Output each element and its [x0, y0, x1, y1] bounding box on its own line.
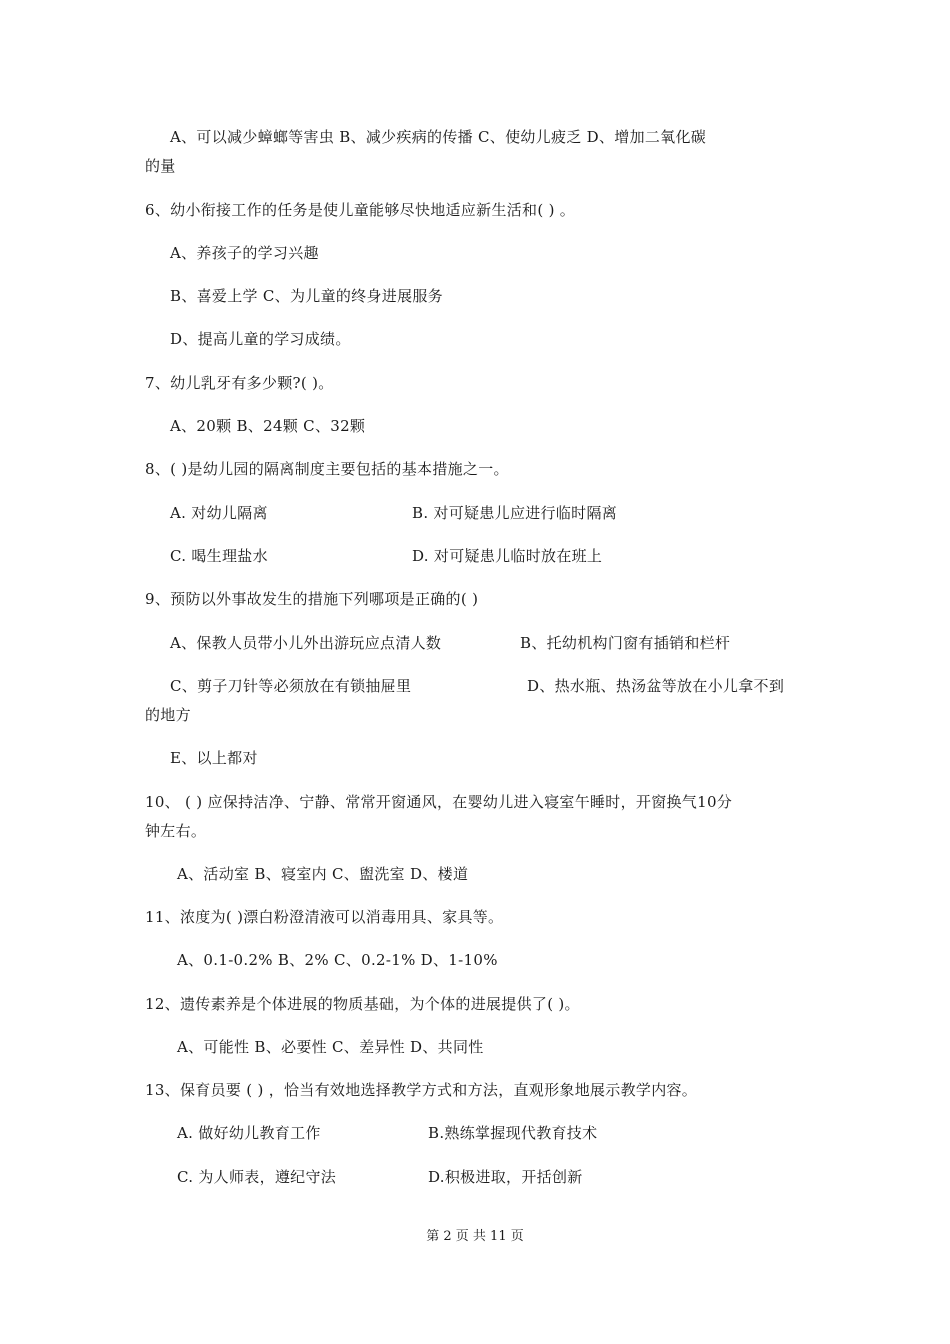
q10-question-continued: 钟左右。 — [145, 822, 207, 840]
q13-option-c: C. 为人师表，遵纪守法 — [177, 1168, 337, 1186]
q10-question: 10、 ( ) 应保持洁净、宁静、常常开窗通风，在婴幼儿进入寝室午睡时，开窗换气10分 — [145, 793, 733, 811]
q12-question: 12、遗传素养是个体进展的物质基础，为个体的进展提供了( )。 — [145, 995, 580, 1013]
q13-question: 13、保育员要 ( ) ，恰当有效地选择教学方式和方法，直观形象地展示教学内容。 — [145, 1081, 698, 1099]
q8-option-a: A. 对幼儿隔离 — [170, 504, 268, 522]
q10-options: A、活动室 B、寝室内 C、盥洗室 D、楼道 — [177, 865, 469, 883]
page-footer: 第 2 页 共 11 页 — [426, 1229, 524, 1244]
q8-question: 8、( )是幼儿园的隔离制度主要包括的基本措施之一。 — [145, 460, 509, 478]
q13-option-a: A. 做好幼儿教育工作 — [177, 1124, 321, 1142]
q9-question: 9、预防以外事故发生的措施下列哪项是正确的( ) — [145, 590, 479, 608]
q13-option-b: B.熟练掌握现代教育技术 — [428, 1124, 598, 1142]
q7-question: 7、幼儿乳牙有多少颗?( )。 — [145, 374, 334, 392]
q5-options: A、可以减少蟑螂等害虫 B、减少疾病的传播 C、使幼儿疲乏 D、增加二氧化碳 — [170, 128, 707, 146]
q9-option-d-continued: 的地方 — [145, 706, 191, 724]
q6-question: 6、幼小衔接工作的任务是使儿童能够尽快地适应新生活和( ) 。 — [145, 201, 576, 219]
q9-option-a: A、保教人员带小儿外出游玩应点清人数 — [170, 634, 442, 652]
q13-option-d: D.积极进取，开括创新 — [428, 1168, 583, 1186]
q7-options: A、20颗 B、24颗 C、32颗 — [170, 417, 366, 435]
q9-option-e: E、以上都对 — [170, 749, 258, 767]
q11-question: 11、浓度为( )漂白粉澄清液可以消毒用具、家具等。 — [145, 908, 504, 926]
q12-options: A、可能性 B、必要性 C、差异性 D、共同性 — [177, 1038, 484, 1056]
q8-option-d: D. 对可疑患儿临时放在班上 — [412, 547, 603, 565]
q11-options: A、0.1-0.2% B、2% C、0.2-1% D、1-10% — [177, 951, 498, 969]
q9-option-b: B、托幼机构门窗有插销和栏杆 — [520, 634, 731, 652]
q8-option-c: C. 喝生理盐水 — [170, 547, 268, 565]
q9-option-c: C、剪子刀针等必须放在有锁抽屉里 — [170, 677, 412, 695]
q8-option-b: B. 对可疑患儿应进行临时隔离 — [412, 504, 618, 522]
q6-option-d: D、提高儿童的学习成绩。 — [170, 330, 351, 348]
q5-options-continued: 的量 — [145, 157, 176, 175]
q6-option-a: A、养孩子的学习兴趣 — [170, 244, 319, 262]
q9-option-d: D、热水瓶、热汤盆等放在小儿拿不到 — [527, 677, 785, 695]
q6-option-bc: B、喜爱上学 C、为儿童的终身进展服务 — [170, 287, 443, 305]
